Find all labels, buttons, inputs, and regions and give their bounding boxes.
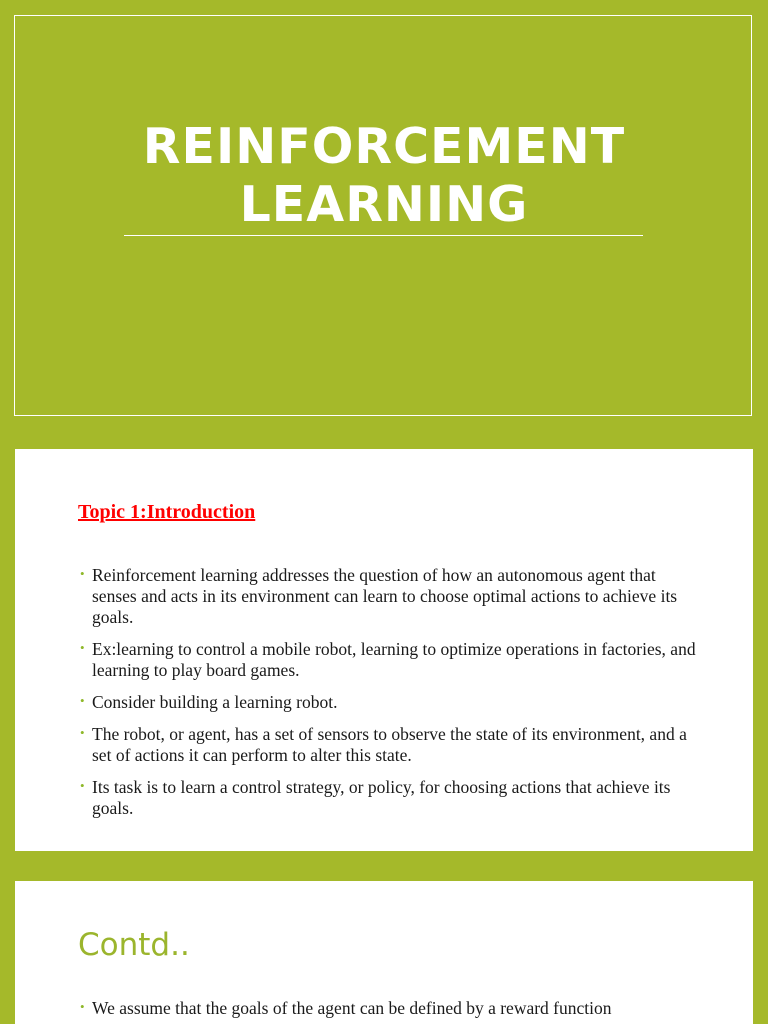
bullet-icon: •	[80, 640, 85, 655]
bullet-icon: •	[80, 693, 85, 708]
title-line-2: LEARNING	[239, 176, 529, 233]
slide-title	[0, 118, 768, 234]
bullet-item	[78, 998, 698, 1019]
bullet-item	[78, 777, 698, 819]
bullet-text: Ex:learning to control a mobile robot, learning to optimize operations in factories, and learning to play board games.	[92, 639, 696, 680]
title-line-1: REINFORCEMENT	[142, 118, 626, 175]
bullet-text: Consider building a learning robot.	[92, 692, 338, 712]
contd-bullet-list	[78, 998, 698, 1019]
bullet-icon: •	[80, 999, 85, 1014]
bullet-text: The robot, or agent, has a set of sensors to observe the state of its environment, and a set of actions it can perform to alter this state.	[92, 724, 687, 765]
bullet-icon: •	[80, 566, 85, 581]
bullet-item	[78, 639, 698, 681]
bullet-icon: •	[80, 778, 85, 793]
bullet-item	[78, 724, 698, 766]
contd-heading: Contd..	[78, 927, 190, 963]
intro-slide	[15, 449, 753, 851]
title-slide	[0, 0, 768, 432]
bullet-text: Its task is to learn a control strategy, or policy, for choosing actions that achieve its goals.	[92, 777, 671, 818]
bullet-text: Reinforcement learning addresses the question of how an autonomous agent that senses and acts in its environment can learn to choose optimal actions to achieve its goals.	[92, 565, 678, 627]
bullet-item	[78, 565, 698, 628]
contd-slide	[15, 881, 753, 1024]
title-divider	[124, 235, 643, 236]
intro-bullet-list	[78, 565, 698, 830]
bullet-item	[78, 692, 698, 713]
topic-heading: Topic 1:Introduction	[78, 501, 256, 523]
bullet-icon: •	[80, 725, 85, 740]
bullet-text: We assume that the goals of the agent can be defined by a reward function	[92, 998, 612, 1018]
